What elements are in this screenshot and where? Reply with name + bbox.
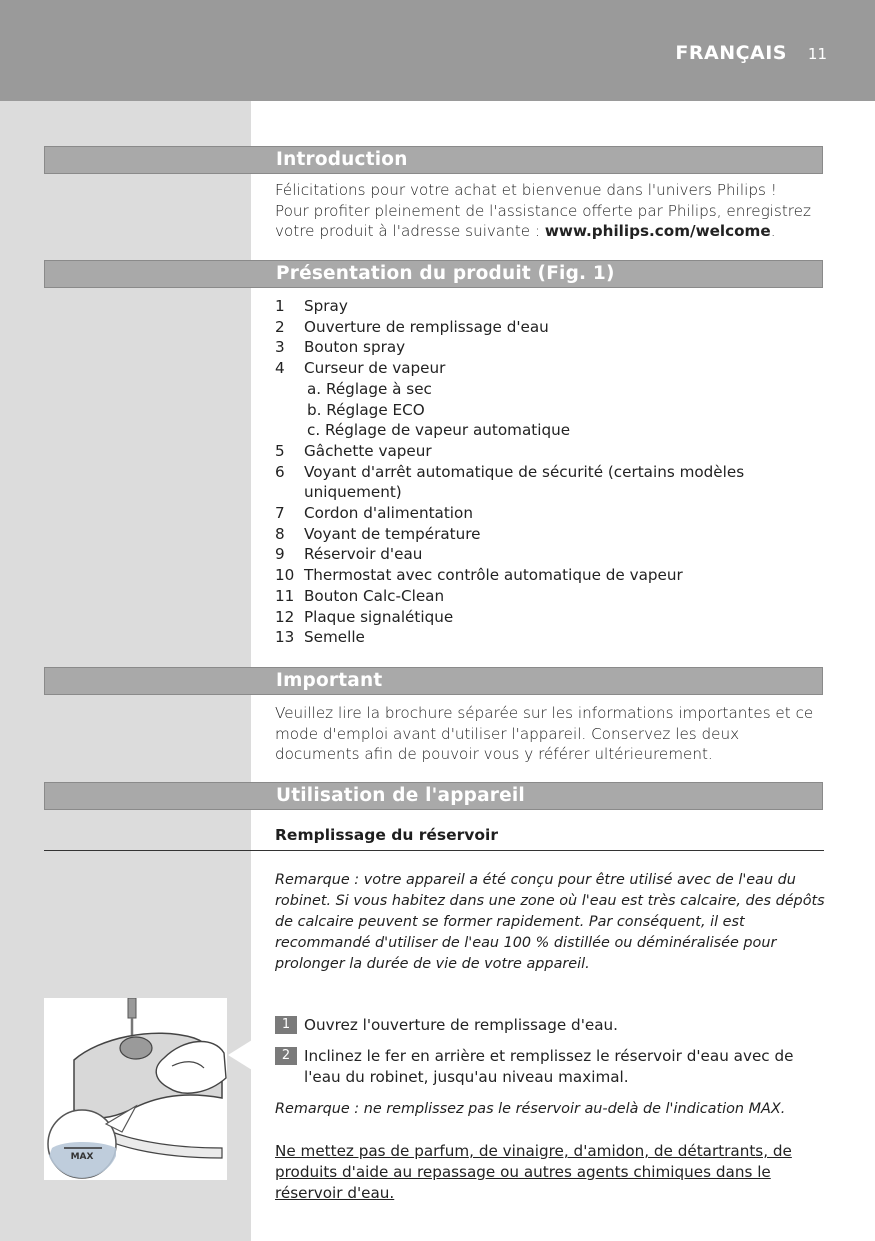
item-label: Bouton spray xyxy=(304,338,406,357)
item-number: 8 xyxy=(275,524,285,543)
list-item xyxy=(275,627,825,648)
list-item xyxy=(275,441,825,462)
item-label: Semelle xyxy=(304,628,365,647)
note-water-quality: Remarque : votre appareil a été conçu pour être utilisé avec de l'eau du robinet. Si vous habitez dans une zone où l'eau est très calcaire, des dépôts de calcaire peuvent se former rapidement. Par conséquent, il est recommandé d'utiliser de l'eau 100 % distillée ou déminéralisée pour prolonger la durée de vie de votre appareil. xyxy=(275,872,825,972)
section-bar-product xyxy=(44,260,823,288)
item-number: 1 xyxy=(275,297,285,315)
item-label: Spray xyxy=(304,297,348,315)
list-subitem: b. Réglage ECO xyxy=(307,400,425,419)
list-item xyxy=(275,565,825,586)
item-number: 2 xyxy=(275,317,285,336)
item-label: Réservoir d'eau xyxy=(304,545,423,564)
list-item xyxy=(275,607,825,628)
item-label: Thermostat avec contrôle automatique de vapeur xyxy=(304,566,683,585)
intro-line-3-suffix: . xyxy=(770,222,776,241)
item-label: Plaque signalétique xyxy=(304,607,454,626)
intro-line-3-prefix: votre produit à l'adresse suivante : xyxy=(275,222,545,241)
item-label: Gâchette vapeur xyxy=(304,441,432,460)
item-label: Voyant de température xyxy=(304,524,481,543)
item-number: 5 xyxy=(275,441,285,460)
product-parts-list xyxy=(275,296,825,648)
step-number-badge: 2 xyxy=(275,1047,297,1065)
list-item xyxy=(275,337,825,358)
item-number: 6 xyxy=(275,462,285,481)
list-item xyxy=(275,317,825,338)
list-item xyxy=(275,544,825,565)
item-number: 13 xyxy=(275,628,295,647)
warning-no-chemicals xyxy=(275,1141,795,1204)
note-max-level: Remarque : ne remplissez pas le réservoir au-delà de l'indication MAX. xyxy=(275,1101,786,1117)
page-number: 11 xyxy=(807,45,827,63)
item-number: 7 xyxy=(275,504,285,523)
item-label: Voyant d'arrêt automatique de sécurité (certains modèles uniquement) xyxy=(304,462,745,502)
item-label: Curseur de vapeur xyxy=(304,359,446,378)
section-title-important: Important xyxy=(276,670,383,691)
important-text: Veuillez lire la brochure séparée sur les informations importantes et ce mode d'emploi avant d'utiliser l'appareil. Conservez les deux documents afin de pouvoir vous y référer ultérieurement. xyxy=(275,704,814,764)
item-label: Ouverture de remplissage d'eau xyxy=(304,317,549,336)
item-number: 4 xyxy=(275,359,285,378)
subsection-title-filling: Remplissage du réservoir xyxy=(275,826,499,844)
figure-pointer-arrow xyxy=(228,1040,252,1070)
list-item xyxy=(275,503,825,524)
step-text: Ouvrez l'ouverture de remplissage d'eau. xyxy=(304,1016,618,1034)
item-number: 9 xyxy=(275,545,285,564)
section-title-usage: Utilisation de l'appareil xyxy=(276,785,525,806)
section-bar-important xyxy=(44,667,823,695)
iron-filling-illustration xyxy=(44,998,227,1180)
step-1 xyxy=(275,1015,825,1036)
item-number: 3 xyxy=(275,338,285,357)
intro-line-1: Félicitations pour votre achat et bienvenue dans l'univers Philips ! xyxy=(275,181,777,199)
list-item xyxy=(275,586,825,607)
divider xyxy=(44,850,824,851)
list-item xyxy=(275,524,825,545)
list-item xyxy=(275,462,825,503)
section-bar-introduction xyxy=(44,146,823,174)
header-language: FRANÇAIS xyxy=(675,42,787,64)
section-bar-usage xyxy=(44,782,823,810)
warning-text: Ne mettez pas de parfum, de vinaigre, d'amidon, de détartrants, de produits d'aide au repassage ou autres agents chimiques dans le réservoir d'eau. xyxy=(275,1142,792,1202)
item-label: Bouton Calc-Clean xyxy=(304,586,445,605)
section-title-product: Présentation du produit (Fig. 1) xyxy=(276,263,615,284)
list-subitem: a. Réglage à sec xyxy=(307,379,432,398)
list-item xyxy=(275,358,825,379)
introduction-text xyxy=(275,180,825,242)
step-text: Inclinez le fer en arrière et remplissez le réservoir d'eau avec de l'eau du robinet, jusqu'au niveau maximal. xyxy=(304,1047,794,1086)
item-label: Cordon d'alimentation xyxy=(304,504,473,523)
list-item xyxy=(275,296,825,317)
step-number-badge: 1 xyxy=(275,1016,297,1034)
max-label: MAX xyxy=(70,1152,94,1162)
philips-url[interactable]: www.philips.com/welcome xyxy=(544,222,771,241)
item-number: 11 xyxy=(275,586,295,605)
figure-filling-iron xyxy=(44,998,227,1180)
item-number: 12 xyxy=(275,607,295,626)
intro-line-2: Pour profiter pleinement de l'assistance offerte par Philips, enregistrez xyxy=(275,201,811,220)
item-number: 10 xyxy=(275,566,295,585)
list-subitem: c. Réglage de vapeur automatique xyxy=(307,421,571,440)
section-title-introduction: Introduction xyxy=(276,149,408,170)
step-2 xyxy=(275,1046,825,1087)
intro-line-3 xyxy=(275,221,825,242)
